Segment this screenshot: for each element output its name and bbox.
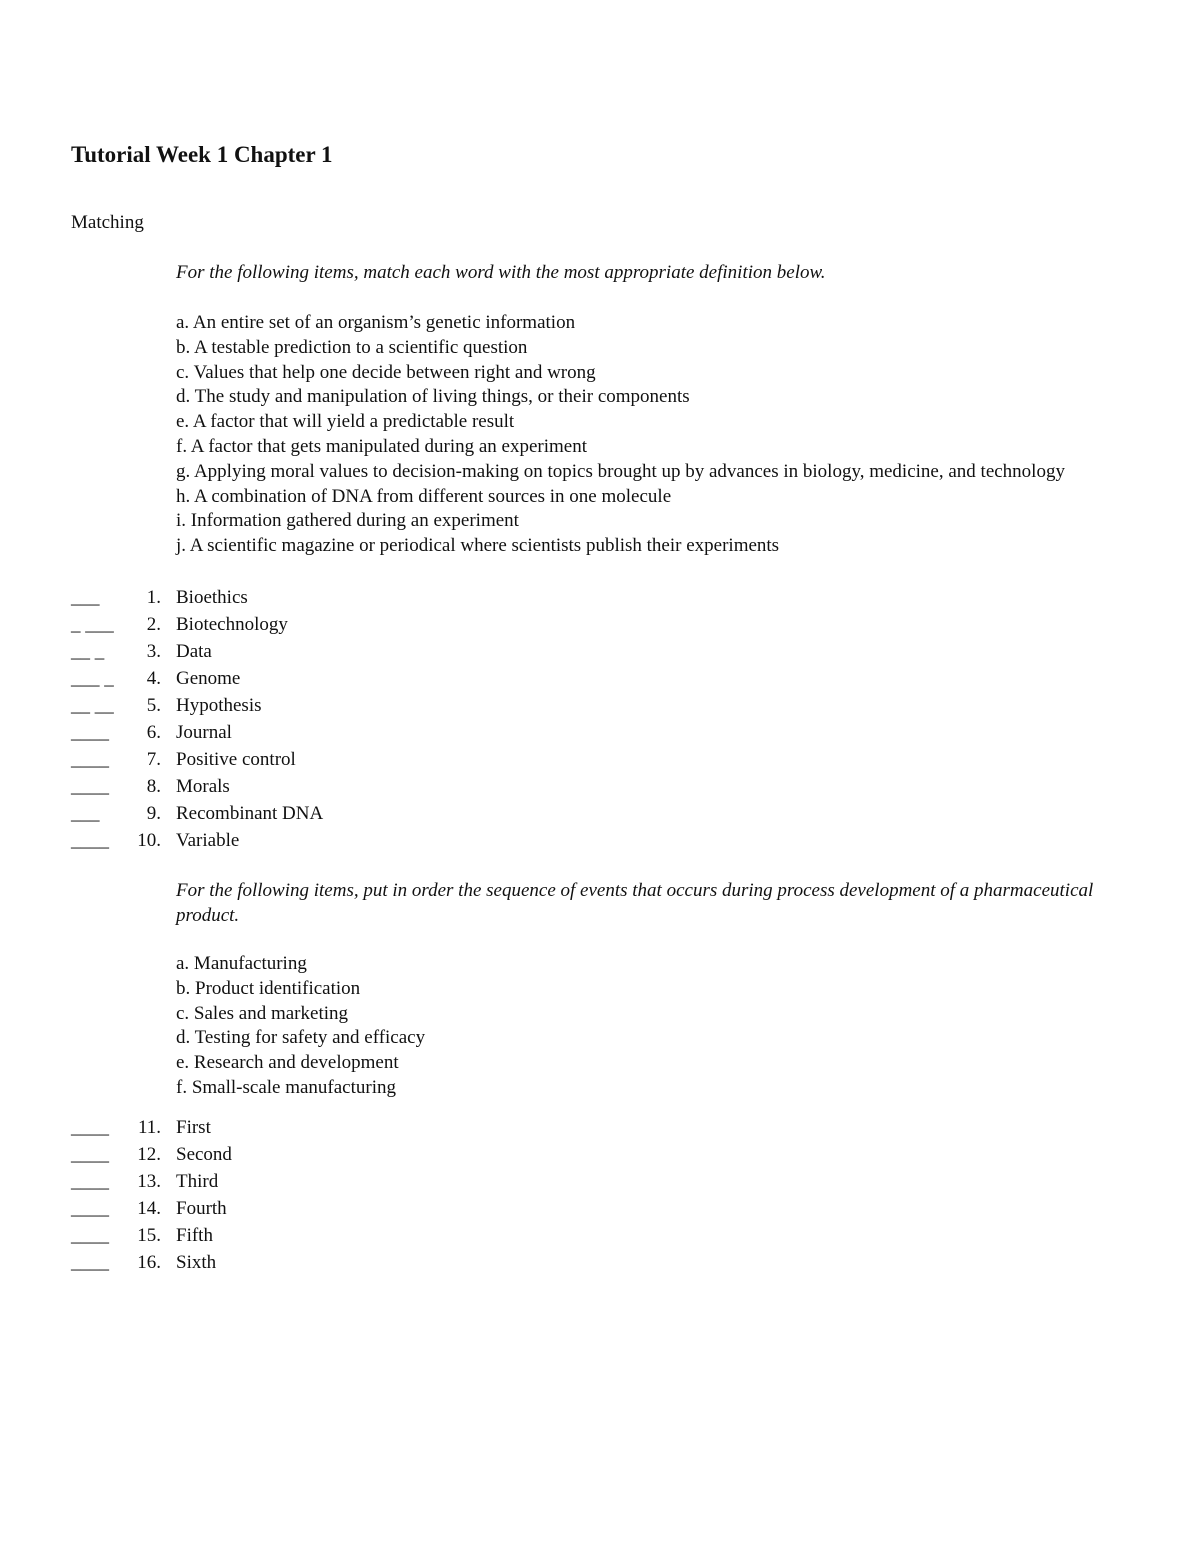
question-row [71,1141,771,1168]
question-number: 9. [146,803,161,824]
question-number: 10. [137,830,161,851]
question-term: Morals [176,776,230,797]
definition-item: f. A factor that gets manipulated during an experiment [176,435,588,457]
question-number: 3. [146,641,161,662]
question-term: Journal [176,722,232,743]
question-row [71,638,771,665]
answer-blank[interactable]: ___ [71,587,100,608]
question-number: 15. [137,1225,161,1246]
definition-item: a. An entire set of an organism’s genetic information [176,312,576,333]
definition-item: c. Sales and marketing [176,1002,349,1024]
definition-item: e. Research and development [176,1052,399,1074]
part2-question-list [71,1114,771,1276]
question-number: 4. [146,668,161,689]
question-row [71,719,771,746]
question-term: Bioethics [176,587,248,608]
question-term: Fifth [176,1225,213,1246]
question-row [71,746,771,773]
definition-item: d. Testing for safety and efficacy [176,1027,426,1049]
question-number: 11. [137,1117,161,1138]
document-title: Tutorial Week 1 Chapter 1 [71,142,333,167]
question-row [71,800,771,827]
question-row [71,584,771,611]
question-term: Hypothesis [176,695,262,716]
question-term: Biotechnology [176,614,288,635]
section-label: Matching [71,212,144,233]
answer-blank[interactable]: ____ [71,1252,109,1273]
question-row [71,827,771,854]
definition-item: e. A factor that will yield a predictable result [176,411,515,433]
answer-blank[interactable]: ____ [71,776,109,797]
definition-item: i. Information gathered during an experiment [176,510,519,532]
definition-item: d. The study and manipulation of living things, or their components [176,386,690,408]
question-row [71,1195,771,1222]
question-row [71,1249,771,1276]
question-number: 16. [137,1252,161,1273]
question-term: Third [176,1171,219,1192]
question-row [71,611,771,638]
question-number: 13. [137,1171,161,1192]
definition-item: h. A combination of DNA from different sources in one molecule [176,485,672,507]
question-number: 2. [146,614,161,635]
question-term: Genome [176,668,241,689]
answer-blank[interactable]: ____ [71,1117,109,1138]
definition-item: g. Applying moral values to decision-making on topics brought up by advances in biology, medicine, and technology [176,460,1065,482]
answer-blank[interactable]: __ _ [71,641,105,662]
definition-item: a. Manufacturing [176,953,307,974]
definition-item: b. A testable prediction to a scientific question [176,336,528,358]
question-row [71,1222,771,1249]
question-number: 6. [146,722,161,743]
part2-instruction: For the following items, put in order the sequence of events that occurs during process development of a pharmaceutical product. [176,880,1094,926]
question-term: Fourth [176,1198,227,1219]
answer-blank[interactable]: _ ___ [71,614,114,635]
answer-blank[interactable]: ___ [71,803,100,824]
definition-item: j. A scientific magazine or periodical where scientists publish their experiments [176,535,780,557]
question-number: 5. [146,695,161,716]
answer-blank[interactable]: ___ _ [71,668,114,689]
question-number: 7. [146,749,161,770]
question-term: First [176,1117,211,1138]
answer-blank[interactable]: ____ [71,1171,109,1192]
part2-definition-list [176,952,1116,1101]
part1-question-list [71,584,771,854]
question-term: Positive control [176,749,296,770]
definition-item: f. Small-scale manufacturing [176,1076,397,1098]
question-row [71,665,771,692]
question-number: 12. [137,1144,161,1165]
question-term: Second [176,1144,232,1165]
definition-item: c. Values that help one decide between right and wrong [176,361,596,383]
question-term: Recombinant DNA [176,803,324,824]
question-term: Variable [176,830,240,851]
question-number: 8. [146,776,161,797]
answer-blank[interactable]: __ __ [71,695,114,716]
question-number: 1. [146,587,161,608]
question-row [71,692,771,719]
answer-blank[interactable]: ____ [71,1144,109,1165]
answer-blank[interactable]: ____ [71,1225,109,1246]
question-row [71,773,771,800]
part1-instruction: For the following items, match each word with the most appropriate definition below. [176,262,826,283]
question-number: 14. [137,1198,161,1219]
question-term: Sixth [176,1252,217,1273]
answer-blank[interactable]: ____ [71,1198,109,1219]
answer-blank[interactable]: ____ [71,749,109,770]
answer-blank[interactable]: ____ [71,722,109,743]
question-row [71,1168,771,1195]
answer-blank[interactable]: ____ [71,830,109,851]
question-term: Data [176,641,212,662]
definition-item: b. Product identification [176,977,361,999]
part1-definition-list [176,311,1116,559]
question-row [71,1114,771,1141]
